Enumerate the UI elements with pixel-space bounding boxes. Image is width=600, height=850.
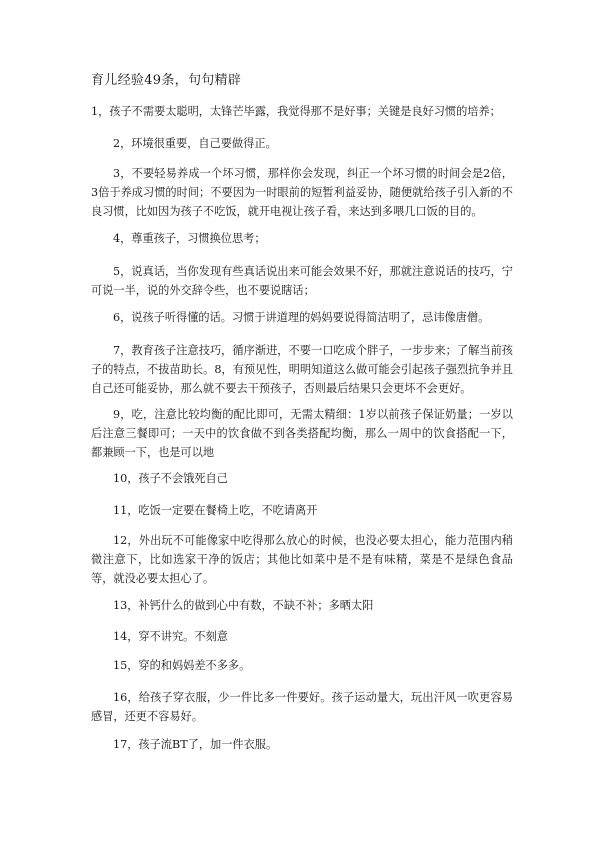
paragraph-2: 2，环境很重要，自己要做得正。 (113, 137, 277, 150)
paragraph-3: 3，不要轻易养成一个坏习惯，那样你会发现，纠正一个坏习惯的时间会是2倍，3倍于养成习惯的时间；不要因为一时眼前的短暂利益妥协，随便就给孩子引入新的不良习惯，比如因为孩子不吃饭，就开电视让孩子看，来达到多喂几口饭的目的。 (91, 167, 513, 218)
paragraph-1: 1，孩子不需要太聪明，太锋芒毕露，我觉得那不是好事；关键是良好习惯的培养； (91, 105, 501, 118)
paragraph-12: 12，外出玩不可能像家中吃得那么放心的时候，也没必要太担心，能力范围内稍微注意下，比如选家干净的饭店；其他比如菜中是不是有味精，菜是不是绿色食品等，就没必要太担心了。 (91, 534, 513, 585)
paragraph-6: 6，说孩子听得懂的话。习惯于讲道理的妈妈要说得简洁明了，忌讳像唐僧。 (113, 311, 490, 324)
paragraph-16: 16，给孩子穿衣服，少一件比多一件要好。孩子运动量大，玩出汗风一吹更容易感冒，还更不容易好。 (91, 691, 513, 723)
paragraph-9: 9，吃，注意比较均衡的配比即可，无需太精细：1岁以前孩子保证奶量；一岁以后注意三餐即可；一天中的饮食做不到各类搭配均衡，那么一周中的饮食搭配一下，都兼顾一下，也是可以地 (91, 408, 513, 459)
paragraph-11: 11，吃饭一定要在餐椅上吃，不吃请离开 (113, 504, 318, 517)
document-title: 育儿经验49条，句句精辟 (91, 73, 242, 88)
paragraph-15: 15，穿的和妈妈差不多多。 (113, 659, 251, 672)
paragraph-10: 10，孩子不会饿死自己 (113, 472, 228, 485)
paragraph-7: 7，教育孩子注意技巧，循序渐进，不要一口吃成个胖子，一步步来；了解当前孩子的特点，不拔苗助长。8，有预见性，明明知道这么做可能会引起孩子强烈抗争并且自己还可能妥协，那么就不要去干预孩子，否则最后结果只会更坏不会更好。 (91, 344, 513, 395)
paragraph-14: 14，穿不讲究。不刻意 (113, 630, 228, 643)
paragraph-4: 4，尊重孩子，习惯换位思考； (113, 232, 266, 245)
paragraph-13: 13，补钙什么的做到心中有数，不缺不补；多晒太阳 (113, 599, 374, 612)
paragraph-5: 5，说真话，当你发现有些真话说出来可能会效果不好，那就注意说话的技巧，宁可说一半，说的外交辞令些，也不要说瞎话； (91, 265, 513, 297)
paragraph-17: 17，孩子流BT了，加一件衣服。 (113, 738, 278, 751)
